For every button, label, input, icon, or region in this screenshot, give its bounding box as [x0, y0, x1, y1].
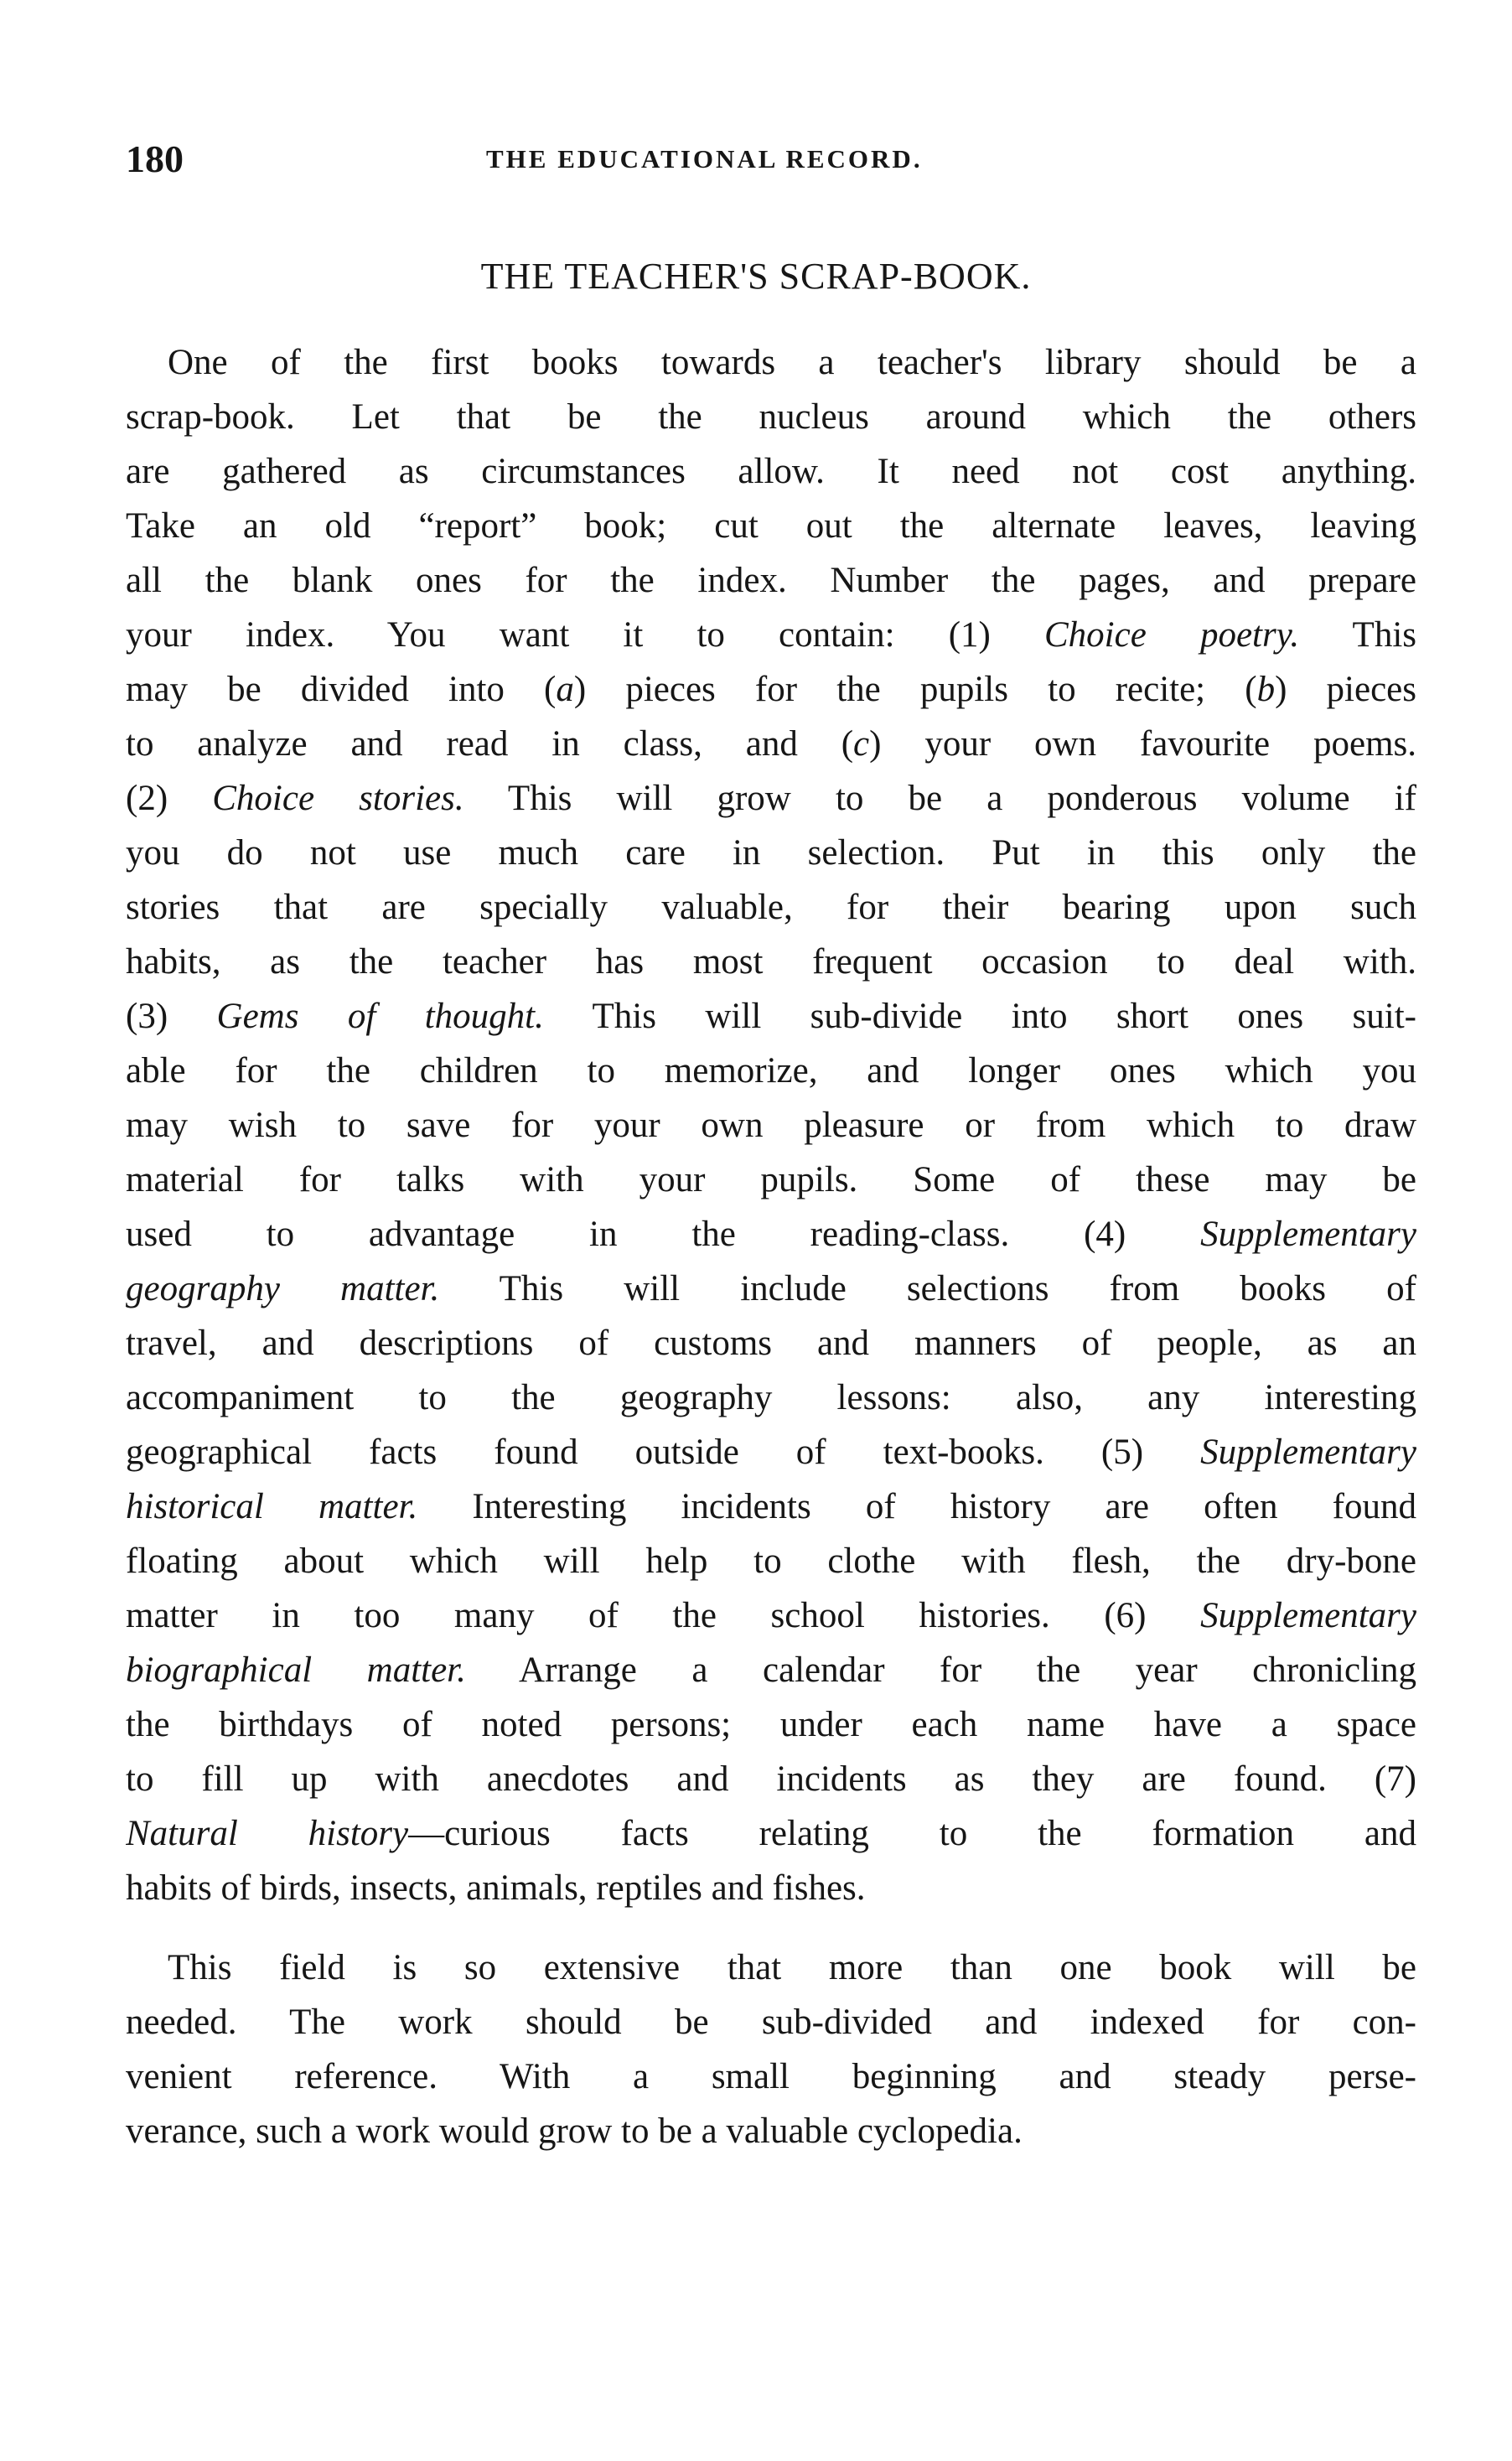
- text-line: [126, 1588, 1416, 1643]
- text-line: [126, 444, 1416, 499]
- text-line: [126, 335, 1416, 390]
- text-line: [126, 1316, 1416, 1370]
- italic-text: Supplementary: [1200, 1215, 1416, 1254]
- text-line: [126, 499, 1416, 553]
- italic-text: Gems of thought.: [216, 997, 544, 1036]
- text-line: [126, 2104, 1416, 2158]
- text-segment: matter in too many of the school histories. (6): [126, 1596, 1201, 1635]
- text-segment: may wish to save for your own pleasure or from which to draw: [126, 1106, 1416, 1145]
- text-segment: (2): [126, 779, 213, 818]
- text-line: [126, 662, 1416, 717]
- journal-title: THE EDUCATIONAL RECORD.: [486, 144, 923, 174]
- text-segment: —curious facts relating to the formation and: [408, 1814, 1416, 1853]
- text-segment: your index. You want it to contain: (1): [126, 615, 1044, 655]
- text-line: [126, 880, 1416, 935]
- text-line: [126, 1207, 1416, 1262]
- text-line: [126, 1806, 1416, 1861]
- text-segment: verance, such a work would grow to be a valuable cyclopedia.: [126, 2111, 1023, 2151]
- text-line: [126, 1697, 1416, 1752]
- text-segment: needed. The work should be sub-divided and indexed for con-: [126, 2002, 1416, 2042]
- article-body: [126, 335, 1416, 2158]
- text-line: [126, 771, 1416, 826]
- text-segment: This will sub-divide into short ones suit-: [543, 997, 1416, 1036]
- text-segment: are gathered as circumstances allow. It need not cost anything.: [126, 452, 1416, 491]
- text-segment: habits, as the teacher has most frequent occasion to deal with.: [126, 942, 1416, 982]
- text-segment: geographical facts found outside of text-books. (5): [126, 1433, 1201, 1472]
- italic-text: biographical matter.: [126, 1650, 466, 1690]
- text-line: [126, 935, 1416, 989]
- text-line: [126, 1995, 1416, 2049]
- text-segment: to analyze and read in class, and (: [126, 724, 854, 764]
- paragraph-gap: [126, 1915, 1416, 1940]
- text-segment: stories that are specially valuable, for their bearing upon such: [126, 888, 1416, 927]
- text-line: [126, 553, 1416, 608]
- italic-text: historical matter.: [126, 1487, 418, 1526]
- text-line: [126, 608, 1416, 662]
- text-line: [126, 826, 1416, 880]
- text-segment: This will grow to be a ponderous volume if: [463, 779, 1416, 818]
- text-line: [126, 1861, 1416, 1915]
- text-segment: you do not use much care in selection. Put in this only the: [126, 833, 1416, 873]
- text-line: [126, 2049, 1416, 2104]
- text-line: [126, 717, 1416, 771]
- paragraph-1: [126, 335, 1416, 1915]
- text-segment: floating about which will help to clothe with flesh, the dry-bone: [126, 1541, 1416, 1581]
- italic-text: geography matter.: [126, 1269, 440, 1308]
- text-line: [126, 1262, 1416, 1316]
- text-line: [126, 1643, 1416, 1697]
- italic-text: b: [1256, 670, 1276, 709]
- text-segment: venient reference. With a small beginning and steady perse-: [126, 2057, 1416, 2096]
- text-line: [126, 1370, 1416, 1425]
- text-segment: Interesting incidents of history are often found: [417, 1487, 1416, 1526]
- text-segment: This: [1299, 615, 1416, 655]
- article-title: THE TEACHER'S SCRAP-BOOK.: [480, 256, 1032, 297]
- page-number: 180: [126, 137, 184, 180]
- text-line: [126, 1153, 1416, 1207]
- text-line: [126, 1752, 1416, 1806]
- text-segment: ) your own favourite poems.: [869, 724, 1416, 764]
- text-line: [126, 1044, 1416, 1098]
- text-segment: used to advantage in the reading-class. (4): [126, 1215, 1201, 1254]
- text-segment: the birthdays of noted persons; under each name have a space: [126, 1705, 1416, 1744]
- italic-text: Supplementary: [1200, 1433, 1416, 1472]
- italic-text: Choice poetry.: [1044, 615, 1300, 655]
- text-segment: This field is so extensive that more than one book will be: [168, 1948, 1416, 1987]
- text-segment: habits of birds, insects, animals, reptiles and fishes.: [126, 1868, 866, 1908]
- text-line: [126, 1534, 1416, 1588]
- italic-text: Natural history: [126, 1814, 409, 1853]
- text-segment: Arrange a calendar for the year chronicling: [465, 1650, 1416, 1690]
- text-line: [126, 1479, 1416, 1534]
- text-segment: accompaniment to the geography lessons: also, any interesting: [126, 1378, 1416, 1417]
- text-segment: ) pieces for the pupils to recite; (: [573, 670, 1257, 709]
- text-segment: all the blank ones for the index. Number the pages, and prepare: [126, 561, 1416, 600]
- text-line: [126, 989, 1416, 1044]
- text-line: [126, 1940, 1416, 1995]
- text-segment: This will include selections from books of: [439, 1269, 1416, 1308]
- text-line: [126, 1425, 1416, 1479]
- paragraph-2: [126, 1940, 1416, 2158]
- italic-text: Choice stories.: [212, 779, 464, 818]
- text-segment: Take an old “report” book; cut out the alternate leaves, leaving: [126, 506, 1416, 546]
- text-line: [126, 390, 1416, 444]
- text-segment: travel, and descriptions of customs and manners of people, as an: [126, 1324, 1416, 1363]
- text-line: [126, 1098, 1416, 1153]
- text-segment: may be divided into (: [126, 670, 557, 709]
- italic-text: c: [853, 724, 870, 764]
- text-segment: (3): [126, 997, 217, 1036]
- italic-text: Supplementary: [1200, 1596, 1416, 1635]
- text-segment: material for talks with your pupils. Some of these may be: [126, 1160, 1416, 1199]
- italic-text: a: [556, 670, 574, 709]
- running-head: [126, 134, 1416, 184]
- text-segment: One of the first books towards a teacher's library should be a: [168, 343, 1416, 382]
- text-segment: to fill up with anecdotes and incidents as they are found. (7): [126, 1759, 1416, 1799]
- text-segment: able for the children to memorize, and longer ones which you: [126, 1051, 1416, 1091]
- text-segment: ) pieces: [1275, 670, 1416, 709]
- text-segment: scrap-book. Let that be the nucleus around which the others: [126, 397, 1416, 437]
